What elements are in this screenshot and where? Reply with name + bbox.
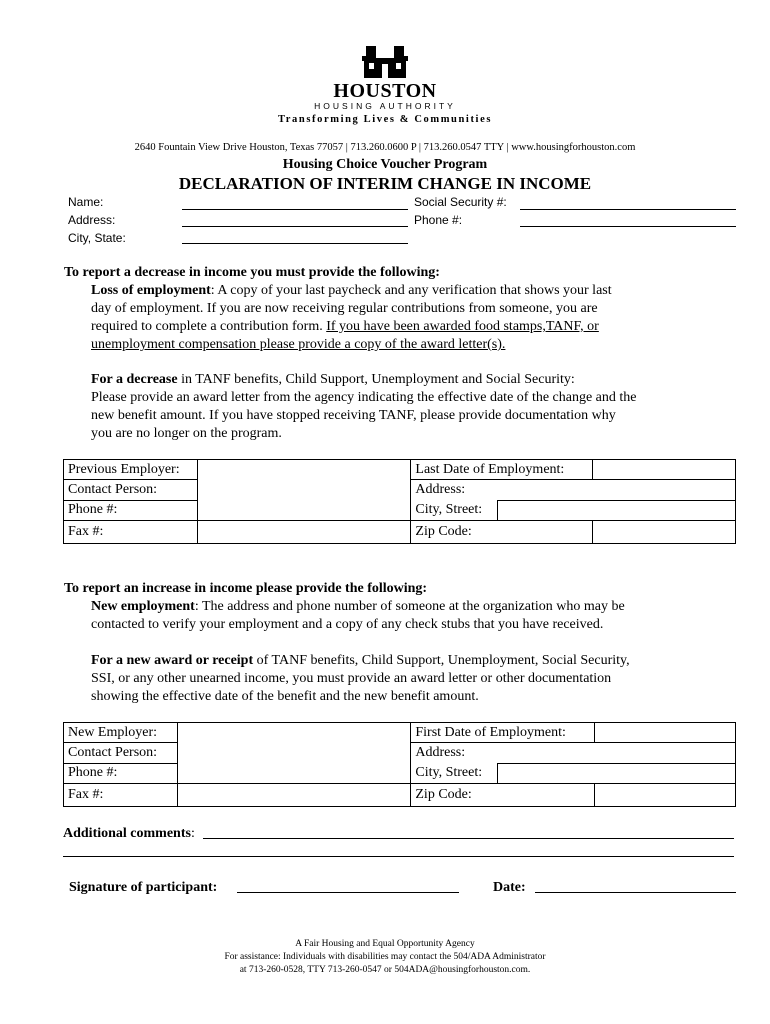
last-date-label: Last Date of Employment:: [411, 460, 593, 480]
new-employment-text: : The address and phone number of someone at the organization who may be: [194, 599, 625, 614]
award-letter-note: If you have been awarded food stamps,TANF, or: [326, 319, 599, 334]
city-street-label: City, Street:: [415, 502, 483, 517]
loss-employment-text: : A copy of your last paycheck and any verification that shows your last: [210, 283, 612, 298]
org-subtitle: HOUSING AUTHORITY: [314, 101, 456, 111]
org-tagline: Transforming Lives & Communities: [277, 114, 493, 125]
comments-label-row: [63, 825, 195, 843]
zip-label: Zip Code:: [411, 521, 593, 544]
first-date-label: First Date of Employment:: [411, 723, 595, 743]
new-award-label: For a new award or receipt: [91, 653, 254, 668]
comments-field-line1[interactable]: [203, 838, 734, 839]
fax-field[interactable]: [177, 784, 410, 807]
decrease-benefits-text: in TANF benefits, Child Support, Unemployment and Social Security:: [177, 372, 575, 387]
comments-colon: :: [190, 826, 195, 841]
new-award-text: of TANF benefits, Child Support, Unemployment, Social Security,: [253, 653, 630, 668]
table-row: [64, 784, 736, 807]
loss-employment-line1: [91, 282, 612, 300]
city-street-label: City, Street:: [415, 765, 483, 780]
table-row: [64, 723, 736, 743]
phone-field[interactable]: [520, 226, 736, 227]
address-field[interactable]: [182, 226, 408, 227]
signature-label: Signature of participant:: [69, 880, 218, 895]
date-label: Date:: [493, 880, 526, 895]
address-label: Address:: [68, 213, 116, 227]
new-award-line2: SSI, or any other unearned income, you must provide an award letter or other documentation: [91, 671, 612, 686]
signature-field[interactable]: [237, 892, 459, 893]
new-award-line3: showing the effective date of the benefit and the new benefit amount.: [91, 689, 479, 704]
city-state-label: City, State:: [68, 231, 126, 245]
fax-label: Fax #:: [64, 521, 198, 544]
last-date-field[interactable]: [593, 460, 736, 480]
date-field[interactable]: [535, 892, 736, 893]
ssn-field[interactable]: [520, 209, 736, 210]
name-field[interactable]: [182, 209, 408, 210]
new-employer-table: [63, 722, 736, 807]
footer: [0, 938, 770, 977]
comments-field-line2[interactable]: [63, 856, 734, 857]
decrease-benefits-line1: [91, 371, 575, 389]
contact-person-label: Contact Person:: [64, 480, 198, 501]
address-text: Address:: [415, 745, 466, 760]
decrease-benefits-line3: new benefit amount. If you have stopped receiving TANF, please provide documentation why: [91, 408, 616, 423]
form-title: DECLARATION OF INTERIM CHANGE IN INCOME: [178, 174, 592, 193]
previous-employer-label: Previous Employer:: [64, 460, 198, 480]
zip-field[interactable]: [595, 784, 736, 807]
agency-address: 2640 Fountain View Drive Houston, Texas 77057 | 713.260.0600 P | 713.260.0547 TTY | www.housingforhouston.com: [134, 142, 636, 153]
org-name: HOUSTON: [333, 80, 437, 102]
comments-label: Additional comments: [63, 826, 191, 841]
first-date-field[interactable]: [595, 723, 736, 743]
decrease-benefits-label: For a decrease: [91, 372, 178, 387]
zip-label: Zip Code:: [411, 784, 595, 807]
name-label: Name:: [68, 195, 104, 209]
zip-field[interactable]: [593, 521, 736, 544]
ssn-label: Social Security #:: [414, 195, 507, 209]
decrease-heading: To report a decrease in income you must provide the following:: [64, 265, 440, 280]
table-row: [64, 521, 736, 544]
loss-employment-text3: required to complete a contribution form.: [91, 319, 327, 334]
increase-heading: To report an increase in income please provide the following:: [64, 581, 428, 596]
city-street-row: [411, 500, 735, 520]
phone-label: Phone #:: [414, 213, 463, 227]
employer-address-label: [411, 480, 736, 521]
city-street-row: [411, 763, 735, 783]
previous-employer-table: [63, 459, 736, 544]
new-employer-address-label: [411, 743, 736, 784]
contact-person-label: Contact Person:: [64, 743, 178, 764]
previous-employer-field[interactable]: [197, 460, 410, 521]
decrease-benefits-line2: Please provide an award letter from the agency indicating the effective date of the change and the: [91, 390, 637, 405]
new-employer-field[interactable]: [177, 723, 410, 784]
city-street-field[interactable]: [497, 763, 735, 783]
footer-line1: A Fair Housing and Equal Opportunity Agency: [295, 939, 475, 949]
address-text: Address:: [415, 482, 466, 497]
loss-employment-line2: day of employment. If you are now receiving regular contributions from someone, you are: [91, 301, 598, 316]
footer-line2: For assistance: Individuals with disabilities may contact the 504/ADA Administrator: [224, 952, 546, 962]
phone-label: Phone #:: [64, 500, 198, 521]
new-employer-label: New Employer:: [64, 723, 178, 743]
award-letter-note-cont: unemployment compensation please provide a copy of the award letter(s).: [91, 337, 506, 352]
new-award-line1: [91, 652, 630, 670]
loss-employment-label: Loss of employment: [91, 283, 211, 298]
new-employment-line2: contacted to verify your employment and a copy of any check stubs that you have received.: [91, 617, 604, 632]
fax-field[interactable]: [197, 521, 410, 544]
city-street-field[interactable]: [497, 500, 735, 520]
phone-label: Phone #:: [64, 763, 178, 784]
new-employment-line1: [91, 598, 625, 616]
fax-label: Fax #:: [64, 784, 178, 807]
table-row: [64, 460, 736, 480]
program-title: Housing Choice Voucher Program: [282, 157, 488, 172]
footer-line3: at 713-260-0528, TTY 713-260-0547 or 504ADA@housingforhouston.com.: [239, 965, 531, 975]
loss-employment-line3: [91, 318, 599, 336]
decrease-benefits-line4: you are no longer on the program.: [91, 426, 282, 441]
new-employment-label: New employment: [91, 599, 195, 614]
city-state-field[interactable]: [182, 243, 408, 244]
